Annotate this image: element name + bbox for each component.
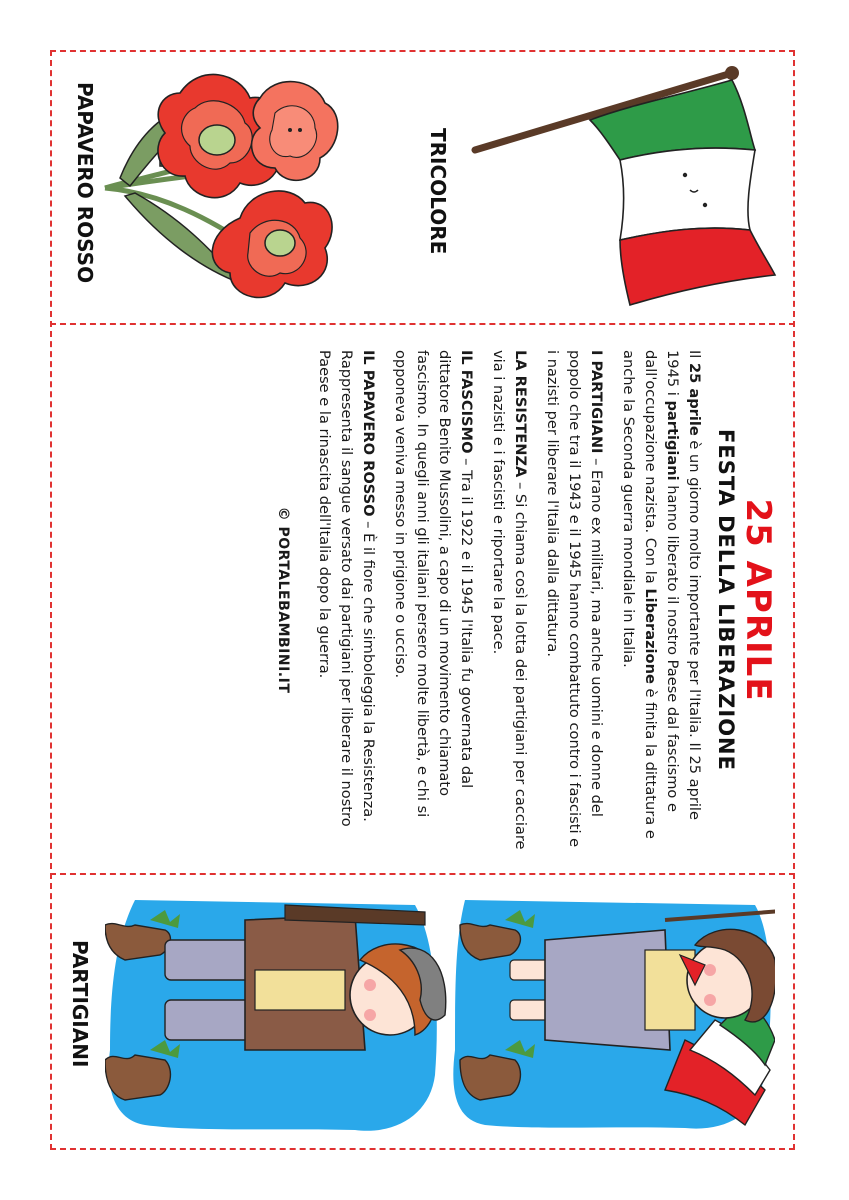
label-tricolore: TRICOLORE	[426, 128, 450, 255]
intro-bold-partigiani: partigiani	[664, 400, 682, 481]
resistenza-paragraph	[487, 350, 531, 850]
resistenza-term: LA RESISTENZA	[512, 350, 530, 478]
label-papavero-rosso: PAPAVERO ROSSO	[73, 82, 97, 284]
italian-flag-illustration	[470, 65, 785, 310]
partisans-illustration	[105, 900, 775, 1135]
partigiani-paragraph	[541, 350, 607, 850]
intro-paragraph	[617, 350, 705, 850]
intro-text-2: è un giorno molto importante per l'Italia. Il 25 aprile 1945 i	[664, 350, 704, 820]
papavero-paragraph	[313, 350, 379, 850]
page-subtitle: FESTA DELLA LIBERAZIONE	[714, 429, 739, 771]
partigiani-term: I PARTIGIANI	[588, 350, 606, 454]
credit-text: © PORTALEBAMBINI.IT	[275, 506, 292, 694]
fold-line-bottom	[50, 873, 795, 875]
fascismo-body: – Tra il 1922 e il 1945 l'Italia fu governata dal dittatore Benito Mussolini, a capo di un movimento chiamato fascismo. In quegli anni gli italiani persero molte libertà, e chi si opponeva veniva messo in prigione o ucciso.	[392, 350, 476, 818]
label-partigiani: PARTIGIANI	[68, 940, 92, 1068]
intro-text-4: è finita la dittatura e anche la Seconda guerra mondiale in Italia.	[620, 350, 660, 839]
fascismo-paragraph	[389, 350, 477, 850]
intro-bold-date: 25 aprile	[686, 363, 704, 436]
title-block	[714, 350, 778, 850]
panel-text	[275, 350, 778, 850]
fold-line-top	[50, 323, 795, 325]
page-title: 25 APRILE	[738, 498, 778, 702]
resistenza-body: – Si chiama così la lotta dei partigiani per cacciare via i nazisti e i fascisti e riportare la pace.	[490, 350, 530, 850]
papavero-body: – È il fiore che simboleggia la Resistenza. Rappresenta il sangue versato dai partigiani per liberare il nostro Paese e la rinascita dell'Italia dopo la guerra.	[316, 350, 378, 827]
fascismo-term: IL FASCISMO	[458, 350, 476, 454]
papavero-term: IL PAPAVERO ROSSO	[360, 350, 378, 517]
partigiani-body: – Erano ex militari, ma anche uomini e donne del popolo che tra il 1943 e il 1945 hanno combattuto contro i fascisti e i nazisti per liberare l'Italia dalla dittatura.	[544, 350, 606, 848]
intro-text-1: Il	[686, 350, 704, 363]
poppy-illustration	[100, 68, 340, 313]
intro-text-3: hanno liberato il nostro Paese dal fascismo e dall'occupazione nazista. Con la	[642, 350, 682, 812]
intro-bold-liberazione: Liberazione	[642, 588, 660, 684]
